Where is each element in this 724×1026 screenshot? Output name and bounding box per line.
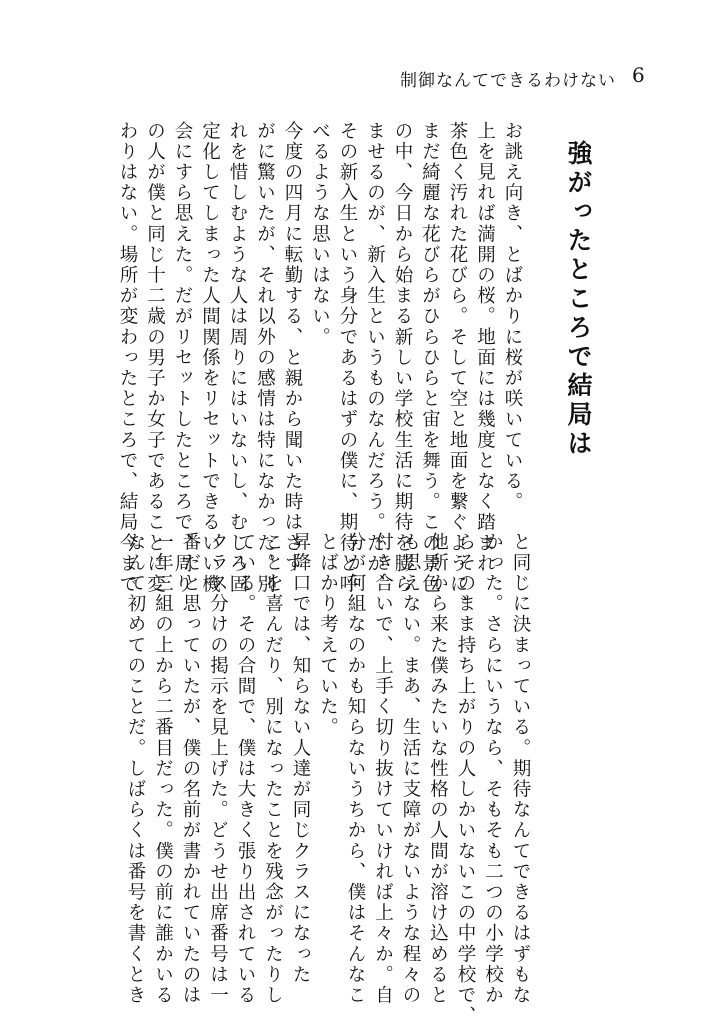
text-line: ことを喜んだり、別になったことを残念がったりし (262, 532, 284, 1006)
text-line: その新入生という身分であるはずの僕に、期待と呼 (337, 121, 358, 595)
text-line: とばかり考えていた。 (317, 532, 339, 738)
text-line: と同じに決まっている。期待なんてできるはずもな (510, 532, 531, 1006)
running-head: 制御なんてできるわけない (400, 71, 616, 91)
top-text-block (114, 121, 527, 616)
text-line: 茶色く汚れた花びら。そして空と地面を繋ぐように、 (447, 121, 468, 616)
text-line: れを惜しむような人は周りにはいないし、むしろ固 (227, 121, 248, 595)
bottom-text-block (122, 532, 535, 1026)
text-line: も思えない。まあ、生活に支障がないような程々の (400, 532, 421, 1006)
text-line: 会にすら思えた。だがリセットしたところで、周り (172, 121, 193, 595)
text-line: クラス分けの掲示を見上げた。どうせ出席番号は一 (207, 532, 229, 1006)
text-line: 分が何組なのかも知らないうちから、僕はそんなこ (345, 532, 366, 1006)
text-line: ている。その合間で、僕は大きく張り出されている (235, 532, 256, 1006)
text-line: なんて初めてのことだ。しばらくは番号を書くとき (125, 532, 146, 1006)
text-line: 上を見れば満開の桜。地面には幾度となく踏まれ (474, 121, 496, 575)
text-line: 他所から来た僕みたいな性格の人間が溶け込めると (427, 532, 449, 1006)
text-line: がに驚いたが、それ以外の感情は特になかった。別 (254, 121, 276, 595)
page-number: 6 (632, 63, 645, 87)
text-line: お誂え向き、とばかりに桜が咲いている。 (502, 121, 523, 513)
text-line: わりはない。場所が変わったところで、結局今まで (117, 121, 138, 595)
text-line: の人が僕と同じ十二歳の男子か女子であることに変 (144, 121, 166, 595)
text-line: 今度の四月に転勤する、と親から聞いた時はさす (282, 121, 303, 575)
text-line: 番だと思っていたが、僕の名前が書かれていたのは (180, 532, 201, 1006)
text-line: 一年三組の上から二番目だった。僕の前に誰かいる (152, 532, 174, 1006)
text-line: べるような思いはない。 (309, 121, 331, 348)
text-line: かった。さらにいうなら、そもそも二つの小学校か (482, 532, 504, 1006)
text-line: らそのまま持ち上がりの人しかいないこの中学校で、 (455, 532, 476, 1026)
text-line: 昇降口では、知らない人達が同じクラスになった (290, 532, 311, 986)
text-line: まだ綺麗な花びらがひらひらと宙を舞う。この景色 (419, 121, 441, 595)
text-line: 定化してしまった人間関係をリセットできるいい機 (199, 121, 221, 595)
text-line: ませるのが、新入生というものなんだろう。だが、 (364, 121, 386, 595)
text-line: の中、今日から始まる新しい学校生活に期待を膨ら (392, 121, 413, 595)
text-line: 付き合いで、上手く切り抜けていければ上々か。自 (372, 532, 394, 1006)
chapter-title: 強がったところで結局は (564, 140, 593, 459)
